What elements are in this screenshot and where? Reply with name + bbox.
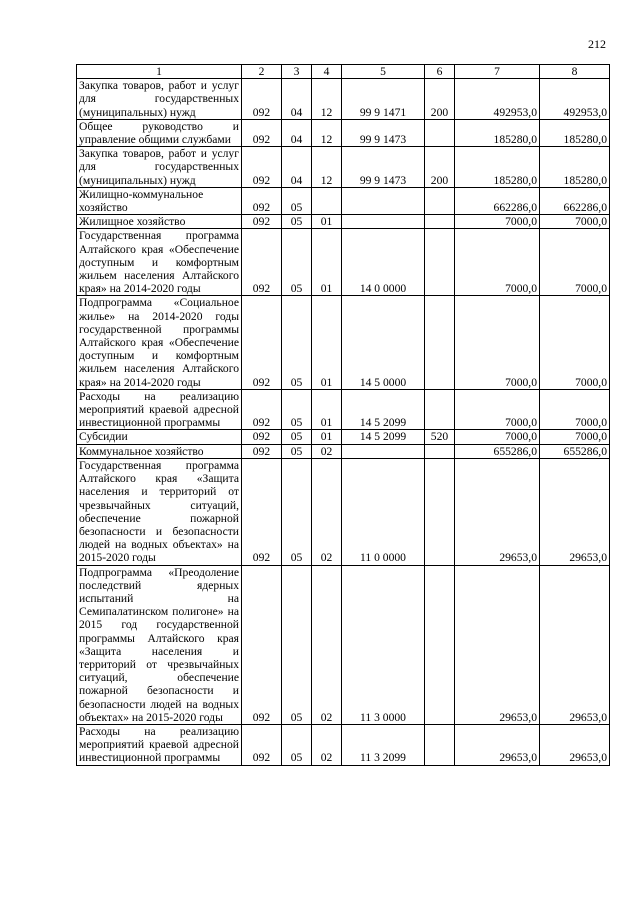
table-row [77, 565, 610, 724]
cell-subsection: 12 [312, 147, 342, 188]
cell-target-article: 11 3 2099 [342, 724, 425, 765]
cell-amount-a: 7000,0 [455, 430, 540, 444]
table-row [77, 229, 610, 296]
cell-target-article: 14 5 0000 [342, 296, 425, 389]
header-cell: 6 [425, 65, 455, 79]
cell-ministry: 092 [242, 187, 282, 214]
row-name: Коммунальное хозяйство [77, 444, 242, 458]
cell-subsection: 12 [312, 79, 342, 120]
cell-target-article [342, 444, 425, 458]
cell-ministry: 092 [242, 79, 282, 120]
cell-amount-a: 7000,0 [455, 389, 540, 430]
cell-expense-type [425, 296, 455, 389]
cell-ministry: 092 [242, 389, 282, 430]
cell-amount-a: 7000,0 [455, 229, 540, 296]
table-row [77, 458, 610, 565]
cell-section: 05 [282, 296, 312, 389]
header-cell: 8 [540, 65, 610, 79]
cell-amount-b: 185280,0 [540, 147, 610, 188]
table-row [77, 147, 610, 188]
cell-ministry: 092 [242, 296, 282, 389]
cell-target-article [342, 187, 425, 214]
cell-amount-a: 7000,0 [455, 296, 540, 389]
table-row [77, 187, 610, 214]
row-name: Субсидии [77, 430, 242, 444]
cell-amount-a: 185280,0 [455, 147, 540, 188]
row-name: Расходы на реализацию мероприятий краевой адресной инвестиционной программы [77, 724, 242, 765]
cell-expense-type: 520 [425, 430, 455, 444]
table-row [77, 79, 610, 120]
cell-target-article: 14 5 2099 [342, 389, 425, 430]
cell-expense-type [425, 565, 455, 724]
cell-section: 05 [282, 229, 312, 296]
cell-target-article: 14 0 0000 [342, 229, 425, 296]
table-row [77, 296, 610, 389]
cell-section: 05 [282, 458, 312, 565]
cell-expense-type [425, 229, 455, 296]
cell-ministry: 092 [242, 215, 282, 229]
cell-subsection [312, 187, 342, 214]
header-cell: 4 [312, 65, 342, 79]
cell-amount-a: 29653,0 [455, 458, 540, 565]
cell-expense-type [425, 187, 455, 214]
header-cell: 5 [342, 65, 425, 79]
cell-expense-type: 200 [425, 79, 455, 120]
cell-amount-a: 29653,0 [455, 724, 540, 765]
cell-amount-a: 185280,0 [455, 119, 540, 146]
cell-subsection: 02 [312, 458, 342, 565]
cell-target-article: 99 9 1473 [342, 119, 425, 146]
cell-amount-b: 7000,0 [540, 215, 610, 229]
cell-subsection: 01 [312, 229, 342, 296]
header-cell: 1 [77, 65, 242, 79]
cell-amount-a: 655286,0 [455, 444, 540, 458]
row-name: Расходы на реализацию мероприятий краевой адресной инвестиционной программы [77, 389, 242, 430]
cell-amount-b: 7000,0 [540, 389, 610, 430]
cell-subsection: 01 [312, 215, 342, 229]
row-name: Жилищно-коммунальное хозяйство [77, 187, 242, 214]
cell-section: 05 [282, 215, 312, 229]
cell-section: 05 [282, 444, 312, 458]
cell-section: 05 [282, 187, 312, 214]
cell-section: 04 [282, 147, 312, 188]
row-name: Подпрограмма «Социальное жилье» на 2014-2020 годы государственной программы Алтайского края «Обеспечение доступным и комфортным жильем населения Алтайского края» на 2014-2020 годы [77, 296, 242, 389]
cell-ministry: 092 [242, 430, 282, 444]
cell-ministry: 092 [242, 458, 282, 565]
cell-target-article [342, 215, 425, 229]
cell-amount-b: 29653,0 [540, 458, 610, 565]
cell-ministry: 092 [242, 565, 282, 724]
cell-section: 04 [282, 79, 312, 120]
cell-subsection: 12 [312, 119, 342, 146]
cell-subsection: 02 [312, 444, 342, 458]
cell-subsection: 01 [312, 389, 342, 430]
cell-ministry: 092 [242, 229, 282, 296]
page-number: 212 [588, 37, 606, 51]
cell-section: 05 [282, 565, 312, 724]
table-row [77, 724, 610, 765]
table-row [77, 119, 610, 146]
row-name: Жилищное хозяйство [77, 215, 242, 229]
cell-amount-a: 662286,0 [455, 187, 540, 214]
cell-expense-type: 200 [425, 147, 455, 188]
table-row [77, 430, 610, 444]
cell-subsection: 02 [312, 724, 342, 765]
cell-amount-b: 185280,0 [540, 119, 610, 146]
cell-subsection: 01 [312, 430, 342, 444]
header-cell: 7 [455, 65, 540, 79]
cell-target-article: 99 9 1471 [342, 79, 425, 120]
cell-ministry: 092 [242, 724, 282, 765]
cell-amount-b: 492953,0 [540, 79, 610, 120]
cell-expense-type [425, 119, 455, 146]
row-name: Закупка товаров, работ и услуг для государственных (муниципальных) нужд [77, 79, 242, 120]
cell-section: 05 [282, 724, 312, 765]
cell-expense-type [425, 389, 455, 430]
table-row [77, 444, 610, 458]
row-name: Подпрограмма «Преодоление последствий ядерных испытаний на Семипалатинском полигоне» на 2015 год государственной программы Алтайского края «Защита населения и территорий от чрезвычайных ситуаций, обеспечение пожарной безопасности и безопасности людей на водных объектах» на 2015-2020 годы [77, 565, 242, 724]
cell-ministry: 092 [242, 147, 282, 188]
cell-expense-type [425, 458, 455, 565]
cell-amount-b: 655286,0 [540, 444, 610, 458]
table-row [77, 215, 610, 229]
cell-amount-b: 662286,0 [540, 187, 610, 214]
cell-section: 05 [282, 389, 312, 430]
cell-target-article: 11 3 0000 [342, 565, 425, 724]
row-name: Общее руководство и управление общими службами [77, 119, 242, 146]
header-row [77, 65, 610, 79]
cell-section: 04 [282, 119, 312, 146]
cell-subsection: 01 [312, 296, 342, 389]
cell-amount-a: 29653,0 [455, 565, 540, 724]
table-row [77, 389, 610, 430]
header-cell: 2 [242, 65, 282, 79]
budget-table [76, 64, 610, 766]
cell-target-article: 14 5 2099 [342, 430, 425, 444]
cell-ministry: 092 [242, 444, 282, 458]
cell-expense-type [425, 215, 455, 229]
cell-expense-type [425, 444, 455, 458]
cell-amount-a: 7000,0 [455, 215, 540, 229]
cell-amount-b: 7000,0 [540, 229, 610, 296]
cell-ministry: 092 [242, 119, 282, 146]
row-name: Государственная программа Алтайского края «Обеспечение доступным и комфортным жильем населения Алтайского края» на 2014-2020 годы [77, 229, 242, 296]
cell-section: 05 [282, 430, 312, 444]
cell-expense-type [425, 724, 455, 765]
row-name: Закупка товаров, работ и услуг для государственных (муниципальных) нужд [77, 147, 242, 188]
cell-target-article: 11 0 0000 [342, 458, 425, 565]
cell-amount-b: 29653,0 [540, 724, 610, 765]
cell-subsection: 02 [312, 565, 342, 724]
cell-amount-b: 7000,0 [540, 296, 610, 389]
cell-amount-a: 492953,0 [455, 79, 540, 120]
row-name: Государственная программа Алтайского края «Защита населения и территорий от чрезвычайных ситуаций, обеспечение пожарной безопасности и безопасности людей на водных объектах» на 2015-2020 годы [77, 458, 242, 565]
cell-target-article: 99 9 1473 [342, 147, 425, 188]
header-cell: 3 [282, 65, 312, 79]
cell-amount-b: 29653,0 [540, 565, 610, 724]
cell-amount-b: 7000,0 [540, 430, 610, 444]
